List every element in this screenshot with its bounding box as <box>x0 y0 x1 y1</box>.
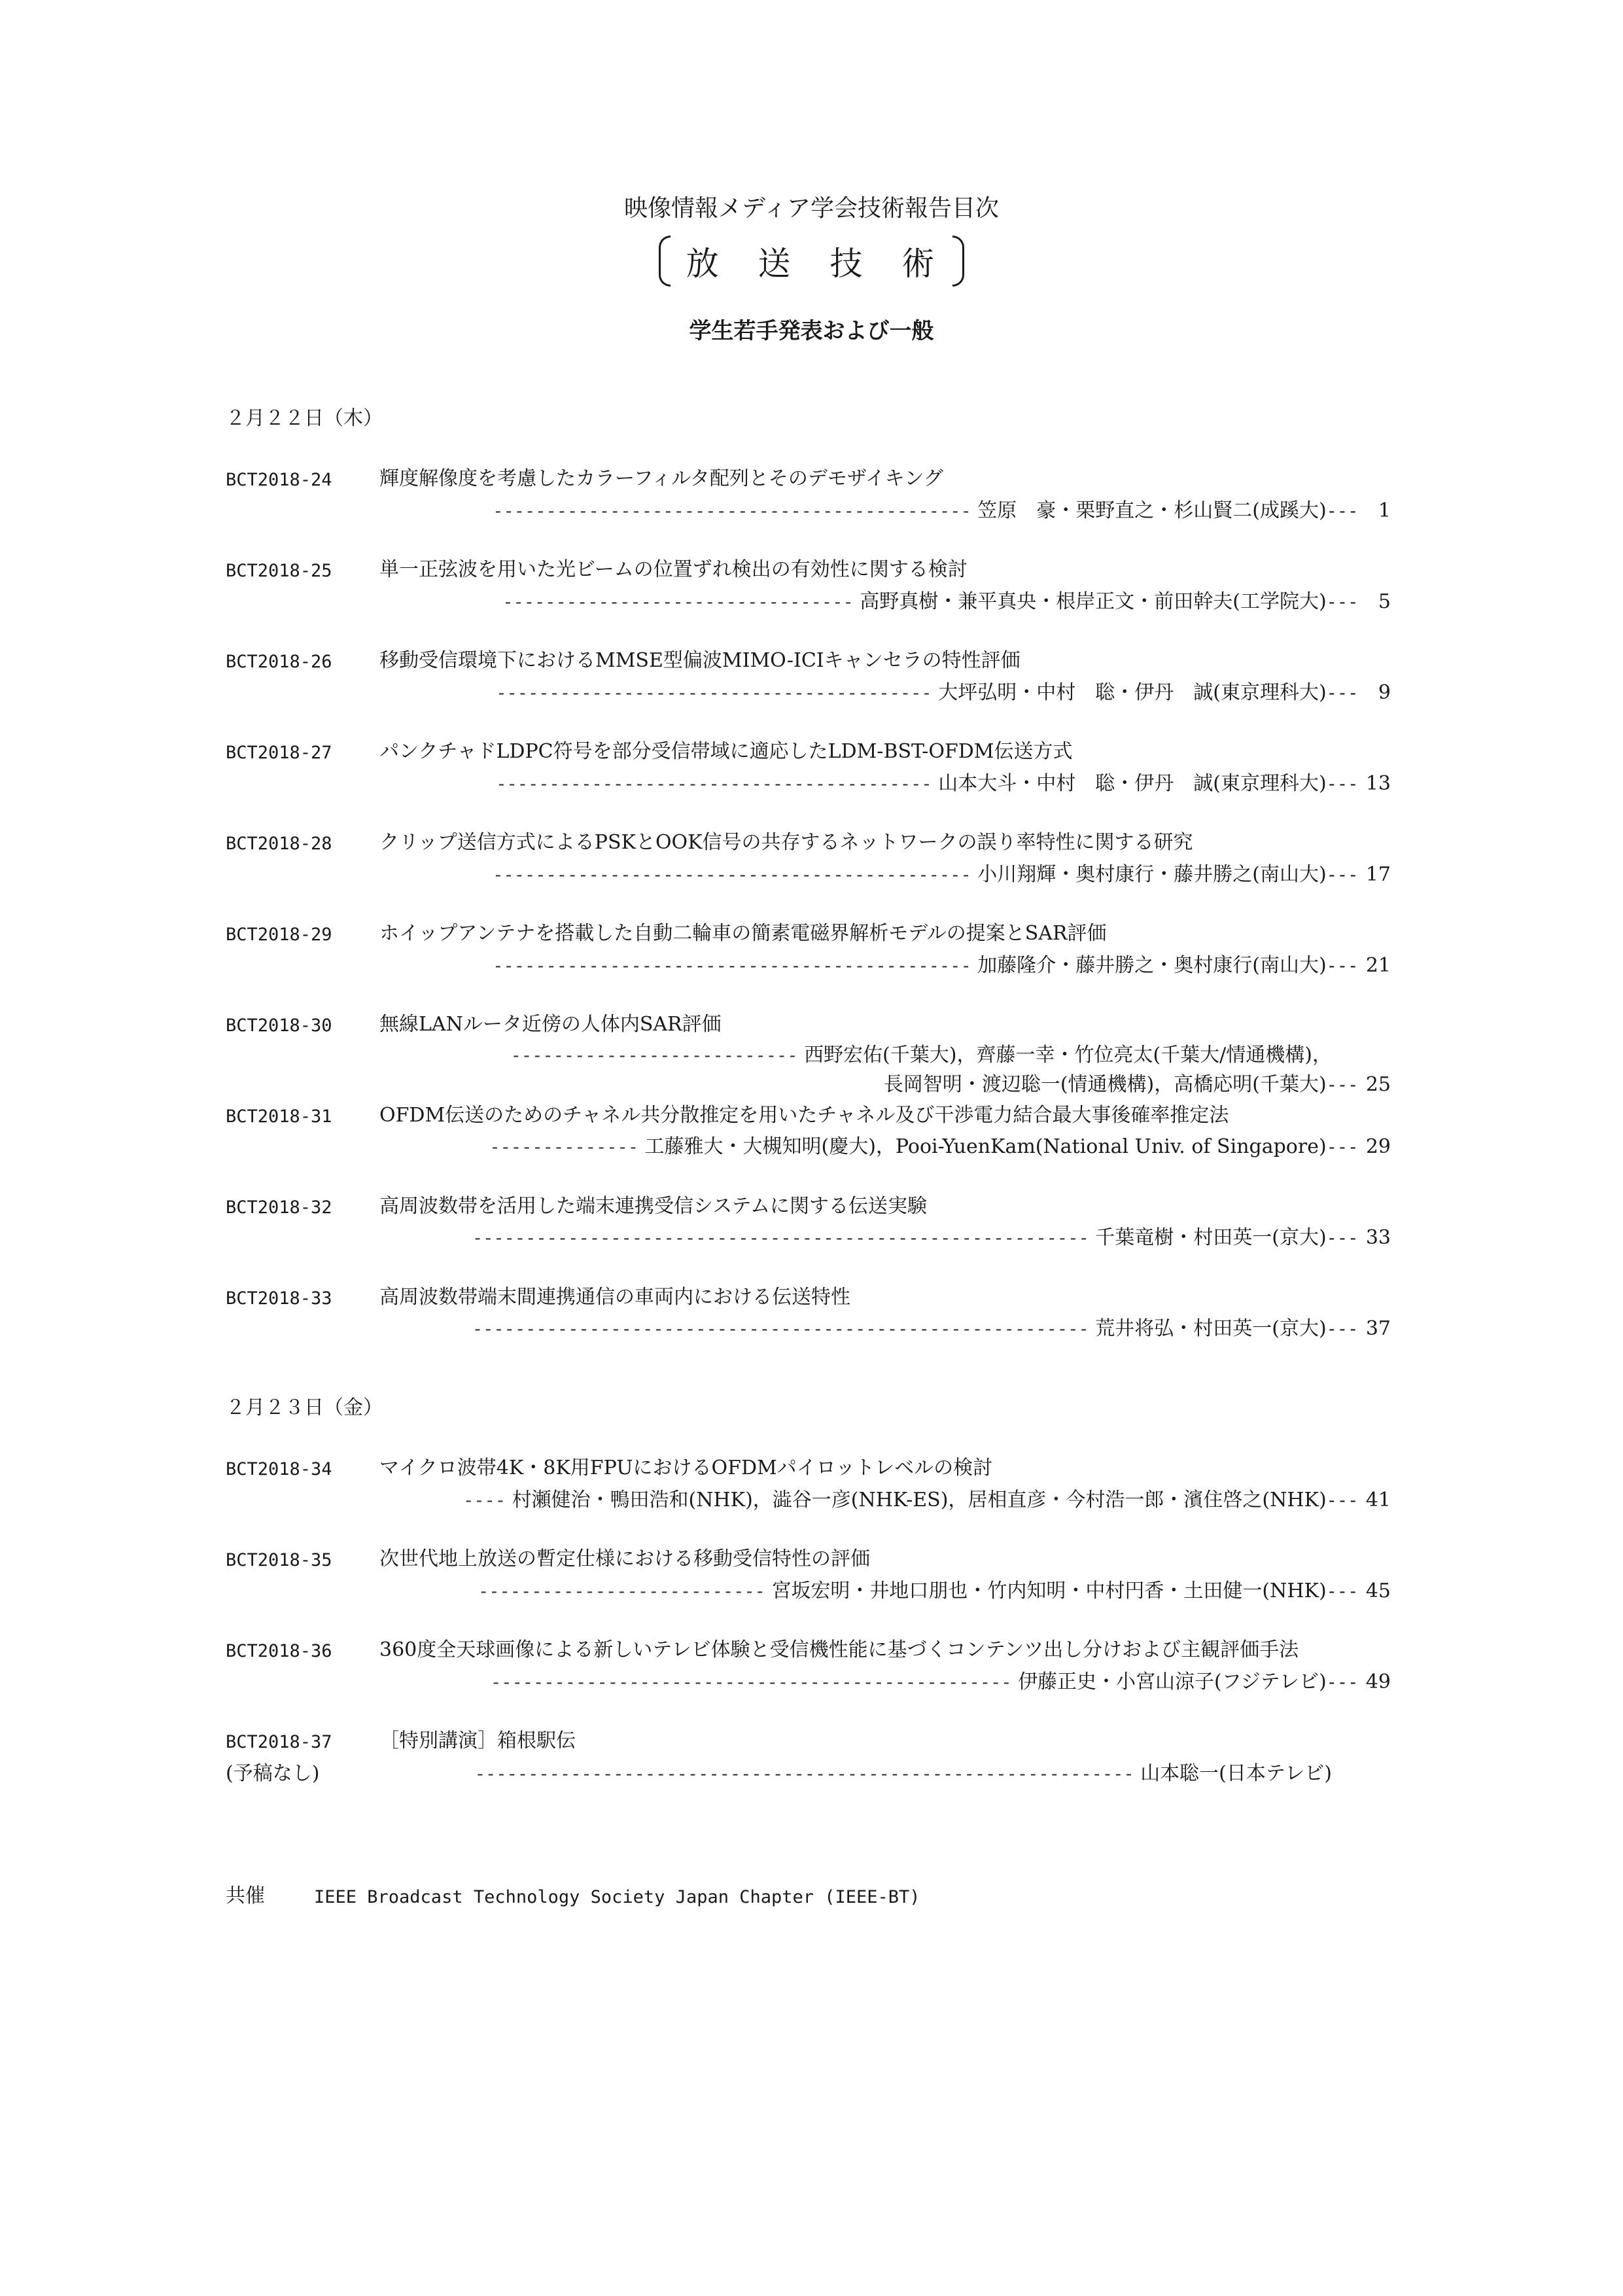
paper-code: BCT2018-32 <box>226 1197 332 1218</box>
leader-dashes: --------------------------------------------- <box>493 865 971 885</box>
paper-authors: 山本大斗・中村 聡・伊丹 誠(東京理科大) <box>938 772 1327 795</box>
paper-authors: 西野宏佑(千葉大)，齊藤一幸・竹位亮太(千葉大/情通機構)， <box>804 1044 1332 1067</box>
leader-dashes-short: --- <box>1326 774 1359 794</box>
leader-dashes-short: --- <box>1326 683 1359 703</box>
paper-authors-line <box>496 681 1391 705</box>
right-bracket-icon <box>952 236 964 287</box>
paper-authors-line <box>463 1489 1391 1513</box>
leader-dashes: -------------------------------------------------------------- <box>474 1764 1134 1784</box>
page-number: 41 <box>1365 1489 1391 1511</box>
paper-authors-continued: 長岡智明・渡辺聡一(情通機構)，高橋応明(千葉大) <box>883 1073 1327 1096</box>
leader-dashes: --------------------------- <box>478 1581 765 1602</box>
paper-authors: 高野真樹・兼平真央・根岸正文・前田幹夫(工学院大) <box>860 590 1327 613</box>
paper-authors-line <box>493 863 1391 887</box>
paper-authors-line <box>489 1135 1391 1159</box>
paper-authors-line <box>493 499 1391 523</box>
day-date: ２月２３日（金） <box>226 1396 383 1419</box>
paper-code: BCT2018-26 <box>226 652 332 672</box>
paper-authors-line <box>502 590 1391 614</box>
page-number: 1 <box>1378 499 1391 522</box>
leader-dashes: --------------------------------- <box>502 592 854 612</box>
paper-code: BCT2018-31 <box>226 1106 332 1127</box>
page-number: 29 <box>1365 1135 1391 1158</box>
subject-heading <box>0 236 1623 287</box>
paper-authors-line <box>493 954 1391 978</box>
paper-authors-line <box>496 772 1391 796</box>
paper-code: BCT2018-37 <box>226 1732 332 1752</box>
paper-authors-line-2 <box>884 1073 1391 1097</box>
leader-dashes: ----------------------------------------- <box>496 774 932 794</box>
day-date: ２月２２日（木） <box>226 407 383 430</box>
paper-authors-line <box>475 1762 1332 1786</box>
page-number: 9 <box>1378 681 1391 704</box>
leader-dashes-short: --- <box>1326 592 1359 612</box>
paper-title: 無線LANルータ近傍の人体内SAR評価 <box>379 1013 722 1036</box>
paper-authors: 笠原 豪・栗野直之・杉山賢二(成蹊大) <box>977 499 1327 522</box>
paper-authors: 荒井将弘・村田英一(京大) <box>1095 1317 1327 1340</box>
page-number: 25 <box>1365 1073 1391 1096</box>
page-number: 17 <box>1365 863 1391 886</box>
paper-title: OFDM伝送のためのチャネル共分散推定を用いたチャネル及び干渉電力結合最大事後確率推定法 <box>379 1104 1229 1127</box>
paper-code: BCT2018-29 <box>226 925 332 945</box>
leader-dashes-short: --- <box>1326 1581 1359 1602</box>
cosponsor-label: 共催 <box>226 1884 265 1907</box>
leader-dashes: ---- <box>462 1491 506 1511</box>
subject-text: 放 送 技 術 <box>686 245 949 283</box>
page-number: 33 <box>1365 1226 1391 1249</box>
leader-dashes: ------------------------------------------------- <box>491 1672 1012 1693</box>
paper-authors: 工藤雅大・大槻知明(慶大)，Pooi-YuenKam(National Univ. of Singapore) <box>644 1135 1327 1158</box>
paper-authors: 村瀬健治・鴨田浩和(NHK)，澁谷一彦(NHK-ES)，居相直彦・今村浩一郎・濱住啓之(NHK) <box>512 1489 1327 1511</box>
leader-dashes-short: --- <box>1326 956 1359 976</box>
page-number: 21 <box>1365 954 1391 977</box>
leader-dashes: --------------------------------------------- <box>493 956 971 976</box>
leader-dashes-short: --- <box>1326 1228 1359 1248</box>
leader-dashes-short: --- <box>1326 1137 1359 1157</box>
paper-authors-line <box>491 1670 1391 1695</box>
paper-title: ［特別講演］箱根駅伝 <box>379 1729 576 1752</box>
leader-dashes-short: --- <box>1326 501 1359 521</box>
paper-title: 高周波数帯端末間連携通信の車両内における伝送特性 <box>379 1286 850 1309</box>
paper-code: BCT2018-34 <box>226 1459 332 1479</box>
leader-dashes: ---------------------------------------------------------- <box>472 1319 1089 1339</box>
report-title: 映像情報メディア学会技術報告目次 <box>623 195 1000 222</box>
paper-title: 次世代地上放送の暫定仕様における移動受信特性の評価 <box>379 1547 870 1570</box>
paper-code-note: (予稿なし) <box>226 1762 320 1785</box>
paper-title: 高周波数帯を活用した端末連携受信システムに関する伝送実験 <box>379 1195 927 1218</box>
paper-title: 360度全天球画像による新しいテレビ体験と受信機性能に基づくコンテンツ出し分けおよび主観評価手法 <box>379 1638 1299 1661</box>
left-bracket-icon <box>659 236 671 287</box>
paper-code: BCT2018-35 <box>226 1550 332 1570</box>
paper-title: パンクチャドLDPC符号を部分受信帯域に適応したLDM-BST-OFDM伝送方式 <box>379 740 1073 763</box>
paper-authors: 加藤隆介・藤井勝之・奥村康行(南山大) <box>977 954 1327 977</box>
page-number: 13 <box>1365 772 1391 795</box>
paper-code: BCT2018-36 <box>226 1641 332 1661</box>
paper-authors: 山本聡一(日本テレビ) <box>1140 1762 1332 1785</box>
paper-authors: 宮坂宏明・井地口朋也・竹内知明・中村円香・土田健一(NHK) <box>771 1580 1327 1602</box>
leader-dashes: ---------------------------------------------------------- <box>472 1228 1089 1248</box>
paper-title: 単一正弦波を用いた光ビームの位置ずれ検出の有効性に関する検討 <box>379 558 968 581</box>
session-title: 学生若手発表および一般 <box>689 318 934 344</box>
cosponsor-name: IEEE Broadcast Technology Society Japan Chapter (IEEE-BT) <box>314 1887 920 1907</box>
leader-dashes: ----------------------------------------- <box>496 683 932 703</box>
page-number: 45 <box>1365 1580 1391 1602</box>
paper-code: BCT2018-28 <box>226 834 332 854</box>
leader-dashes-short: --- <box>1326 1075 1359 1095</box>
paper-code: BCT2018-30 <box>226 1016 332 1036</box>
leader-dashes-short: --- <box>1326 1319 1359 1339</box>
page-number: 5 <box>1378 590 1391 613</box>
paper-code: BCT2018-25 <box>226 561 332 581</box>
paper-authors: 伊藤正史・小宮山涼子(フジテレビ) <box>1018 1670 1327 1693</box>
paper-authors-line <box>511 1044 1332 1068</box>
paper-authors: 大坪弘明・中村 聡・伊丹 誠(東京理科大) <box>938 681 1327 704</box>
leader-dashes-short: --- <box>1326 1491 1359 1511</box>
paper-title: 移動受信環境下におけるMMSE型偏波MIMO-ICIキャンセラの特性評価 <box>379 649 1021 672</box>
leader-dashes-short: --- <box>1326 865 1359 885</box>
leader-dashes-short: --- <box>1326 1672 1359 1693</box>
paper-title: ホイップアンテナを搭載した自動二輪車の簡素電磁界解析モデルの提案とSAR評価 <box>379 922 1107 945</box>
page-number: 49 <box>1365 1670 1391 1693</box>
paper-authors-line <box>472 1226 1391 1250</box>
leader-dashes: -------------- <box>489 1137 638 1157</box>
page-number: 37 <box>1365 1317 1391 1340</box>
paper-code: BCT2018-24 <box>226 470 332 490</box>
paper-title: 輝度解像度を考慮したカラーフィルタ配列とそのデモザイキング <box>379 467 943 490</box>
paper-title: クリップ送信方式によるPSKとOOK信号の共存するネットワークの誤り率特性に関する研究 <box>379 831 1193 854</box>
paper-code: BCT2018-27 <box>226 743 332 763</box>
paper-authors: 千葉竜樹・村田英一(京大) <box>1095 1226 1327 1249</box>
paper-title: マイクロ波帯4K・8K用FPUにおけるOFDMパイロットレベルの検討 <box>379 1457 993 1479</box>
paper-authors-line <box>478 1580 1391 1604</box>
paper-authors-line <box>472 1317 1391 1341</box>
paper-authors: 小川翔輝・奥村康行・藤井勝之(南山大) <box>977 863 1327 886</box>
leader-dashes: --------------------------------------------- <box>493 501 971 521</box>
leader-dashes: --------------------------- <box>510 1046 798 1066</box>
paper-code: BCT2018-33 <box>226 1288 332 1309</box>
